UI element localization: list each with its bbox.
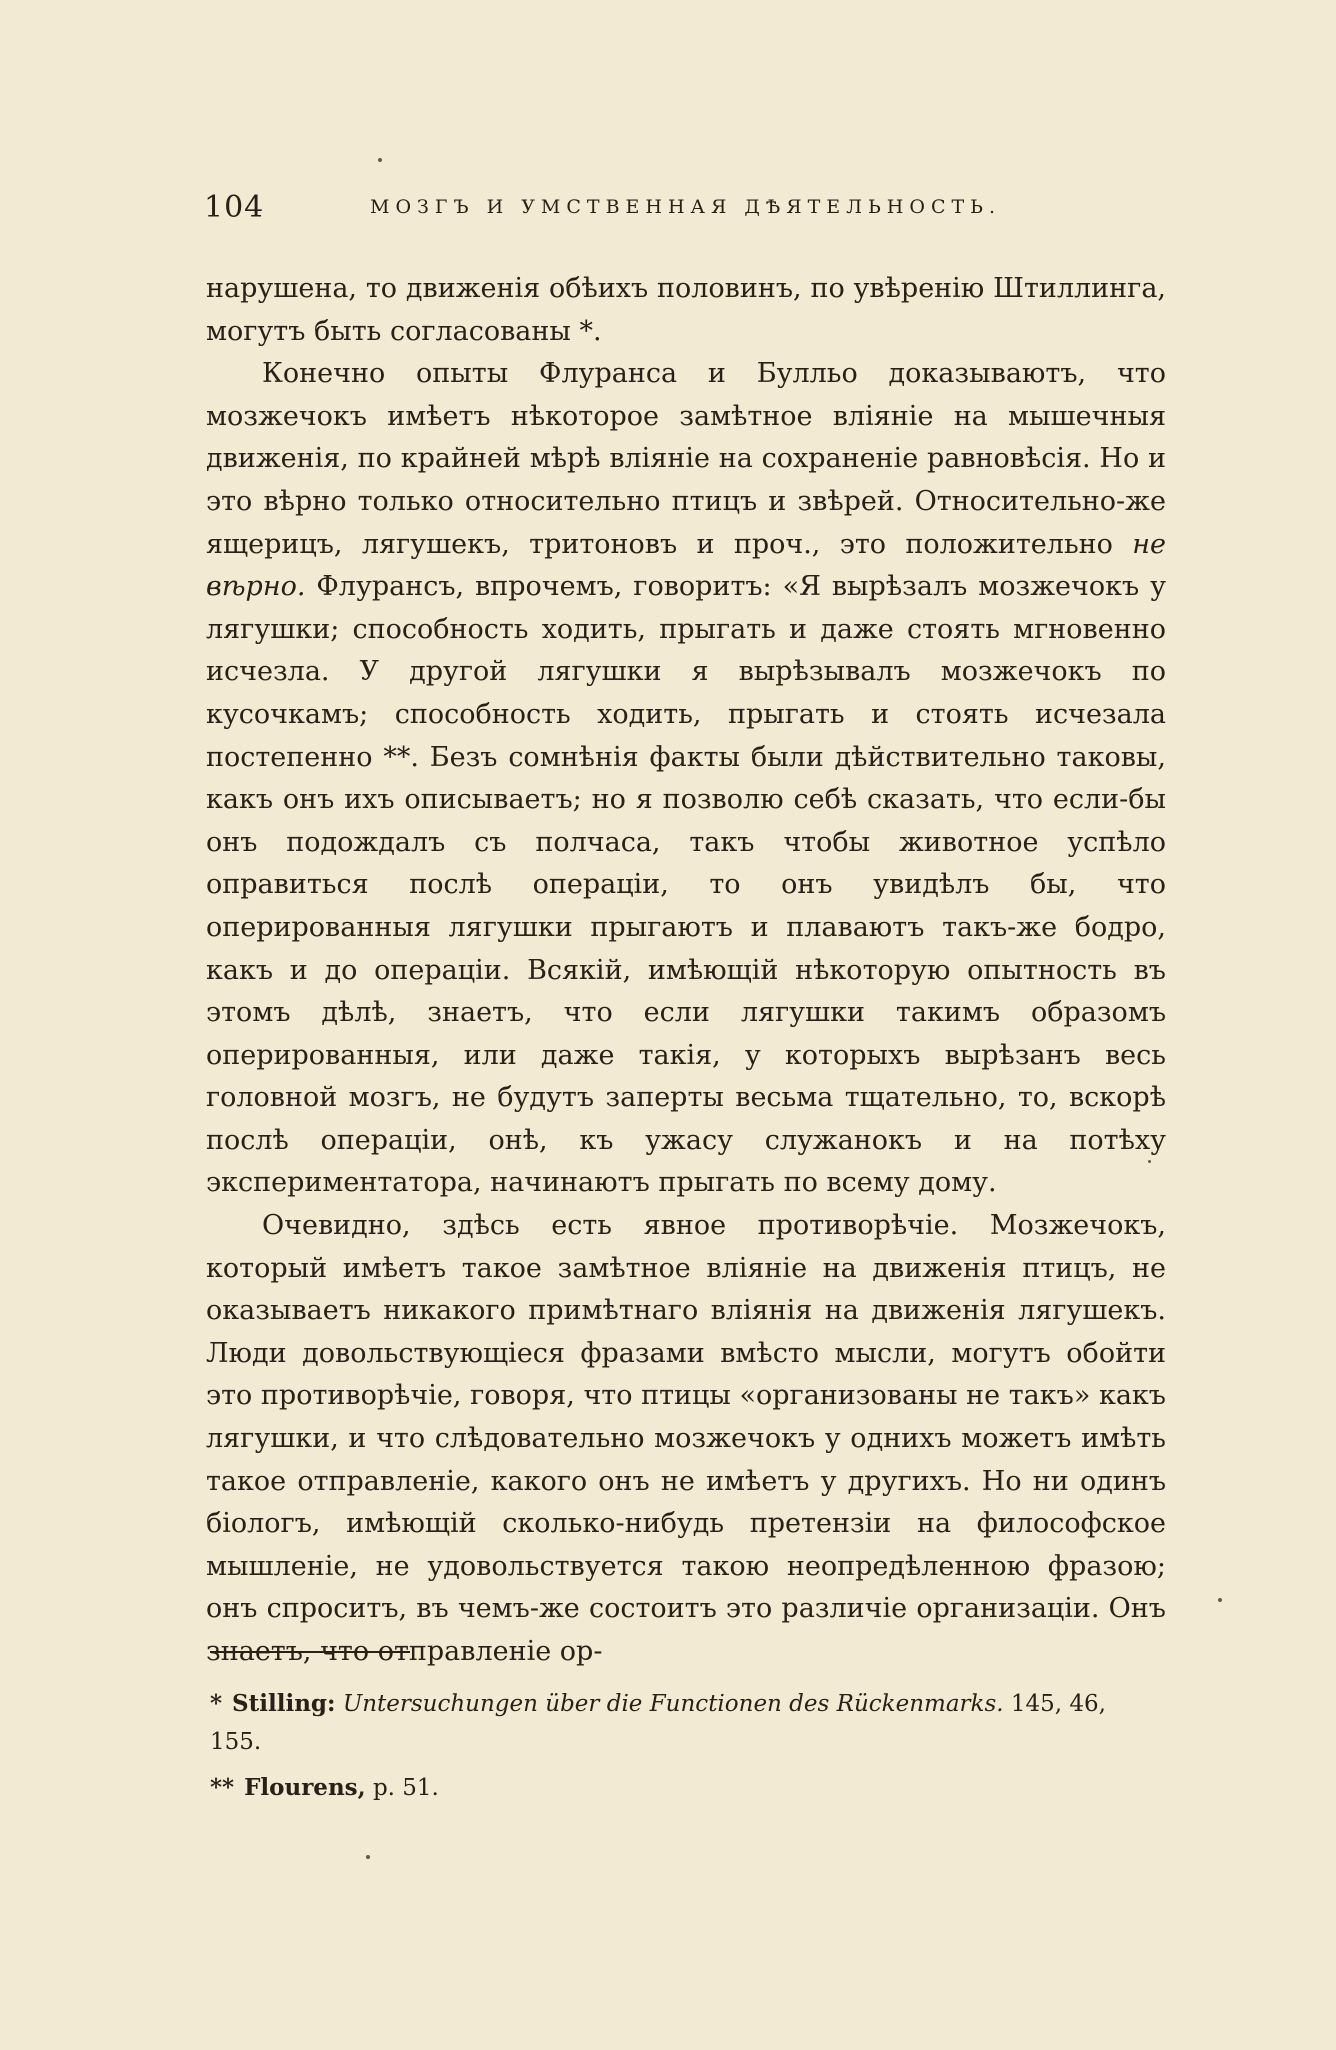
- paragraph-1-text: нарушена, то движенія обѣихъ половинъ, по увѣренію Штиллинга, могутъ быть согласованы *.: [206, 273, 1166, 347]
- paper-speck: [1148, 1160, 1151, 1163]
- body-text: [206, 268, 1166, 1674]
- paragraph-2-text-start: Конечно опыты Флуранса и Булльо доказываютъ, что мозжечокъ имѣетъ нѣкоторое замѣтное вліяніе на мышечныя движенія, по крайней мѣрѣ вліяніе на сохраненіе равновѣсія. Но и это вѣрно только относительно птицъ и звѣрей. Относительно-же ящерицъ, лягушекъ, тритоновъ и проч., это положительно: [206, 358, 1166, 560]
- footnote-1-pages: 145, 46, 155.: [210, 1691, 1106, 1755]
- paragraph-2: [206, 353, 1166, 1205]
- footnote-1-mark: *: [210, 1690, 223, 1717]
- paragraph-3: [206, 1205, 1166, 1674]
- paragraph-1: [206, 268, 1166, 353]
- paragraph-3-text: Очевидно, здѣсь есть явное противорѣчіе. Мозжечокъ, который имѣетъ такое замѣтное вліяніе на движенія птицъ, не оказываетъ никакого примѣтнаго вліянія на движенія лягушекъ. Люди довольствующіеся фразами вмѣсто мысли, могутъ обойти это противорѣчіе, говоря, что птицы «организованы не такъ» какъ лягушки, и что слѣдовательно мозжечокъ у однихъ можетъ имѣть такое отправленіе, какого онъ не имѣетъ у другихъ. Но ни одинъ біологъ, имѣющій сколько-нибудь претензіи на философское мышленіе, не удовольствуется такою неопредѣленною фразою; онъ спроситъ, въ чемъ-же состоитъ это различіе организаціи. Онъ знаетъ, что отправленіе ор-: [206, 1210, 1166, 1667]
- paper-speck: [366, 1855, 370, 1859]
- footnote-1: [210, 1685, 1160, 1761]
- footnote-1-author: Stilling:: [232, 1690, 336, 1717]
- running-title: МОЗГЪ И УМСТВЕННАЯ ДѢЯТЕЛЬНОСТЬ.: [370, 196, 1001, 218]
- page-number: 104: [204, 190, 265, 225]
- paper-speck: [1218, 1598, 1222, 1602]
- page-header: [200, 190, 1160, 230]
- footnote-2-author: Flourens,: [244, 1774, 366, 1801]
- footnote-separator: [210, 1651, 410, 1653]
- footnote-2-mark: **: [210, 1774, 235, 1801]
- paragraph-2-italic-emphasis: не вѣрно.: [206, 528, 1166, 603]
- paragraph-2-text-end: Флурансъ, впрочемъ, говоритъ: «Я вырѣзалъ мозжечокъ у лягушки; способность ходить, прыгать и даже стоять мгновенно исчезла. У другой лягушки я вырѣзывалъ мозжечокъ по кусочкамъ; способность ходить, прыгать и стоять исчезала постепенно **. Безъ сомнѣнія факты были дѣйствительно таковы, какъ онъ ихъ описываетъ; но я позволю себѣ сказать, что если-бы онъ подождалъ съ полчаса, такъ чтобы животное успѣло оправиться послѣ операціи, то онъ увидѣлъ бы, что оперированныя лягушки прыгаютъ и плаваютъ такъ-же бодро, какъ и до операціи. Всякій, имѣющій нѣкоторую опытность въ этомъ дѣлѣ, знаетъ, что если лягушки такимъ образомъ оперированныя, или даже такія, у которыхъ вырѣзанъ весь головной мозгъ, не будутъ заперты весьма тщательно, то, вскорѣ послѣ операціи, онѣ, къ ужасу служанокъ и на потѣху экспериментатора, начинаютъ прыгать по всему дому.: [206, 571, 1166, 1199]
- paper-speck: [378, 158, 382, 162]
- footnotes: [210, 1685, 1160, 1807]
- footnote-1-title: Untersuchungen über die Functionen des Rückenmarks.: [342, 1691, 1004, 1717]
- footnote-2-pages: p. 51.: [372, 1775, 439, 1801]
- footnote-2: [210, 1769, 1160, 1807]
